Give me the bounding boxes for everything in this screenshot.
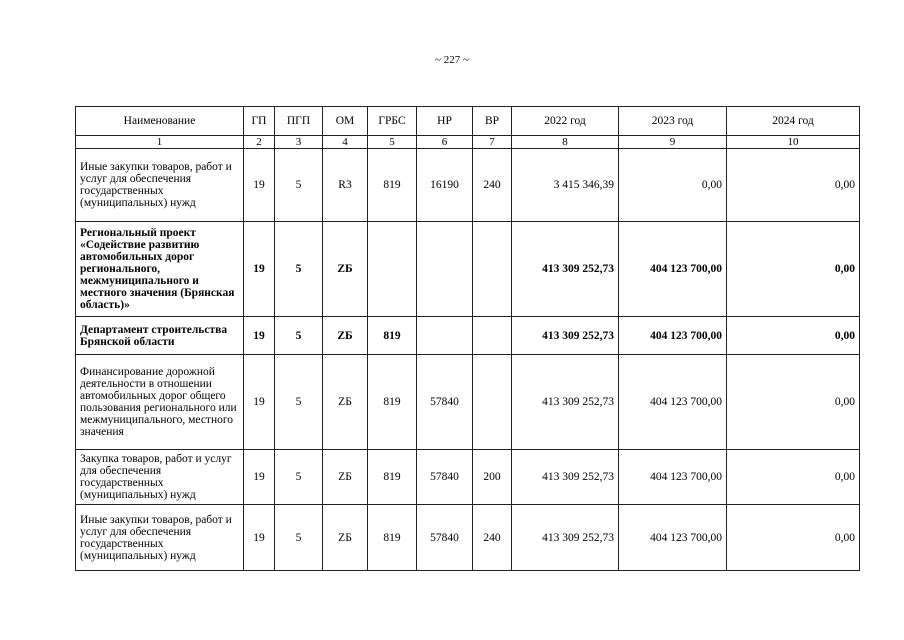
column-number: 8 [512,136,619,149]
cell-grbs: 819 [368,149,417,222]
cell-pgp: 5 [275,505,323,571]
table-row [76,450,860,505]
column-number: 7 [473,136,512,149]
cell-2023: 404 123 700,00 [619,317,727,355]
header-pgp: ПГП [275,107,323,136]
cell-2024: 0,00 [727,317,860,355]
header-om: ОМ [323,107,368,136]
table-row [76,317,860,355]
cell-2022: 413 309 252,73 [512,317,619,355]
cell-2022: 413 309 252,73 [512,450,619,505]
cell-nr: 57840 [417,355,473,450]
budget-table [75,106,860,571]
cell-nr: 16190 [417,149,473,222]
cell-gp: 19 [244,505,275,571]
cell-vr [473,317,512,355]
row-name: Региональный проект «Содействие развитию автомобильных дорог регионального, межмуниципального и местного значения (Брянская область)» [76,222,244,317]
cell-gp: 19 [244,222,275,317]
cell-grbs: 819 [368,317,417,355]
column-number: 9 [619,136,727,149]
column-number: 6 [417,136,473,149]
header-grbs: ГРБС [368,107,417,136]
column-number: 5 [368,136,417,149]
cell-om: ZБ [323,355,368,450]
table-row [76,222,860,317]
cell-2023: 404 123 700,00 [619,505,727,571]
cell-2023: 404 123 700,00 [619,355,727,450]
cell-2023: 404 123 700,00 [619,450,727,505]
cell-vr: 240 [473,149,512,222]
cell-vr: 200 [473,450,512,505]
header-2024: 2024 год [727,107,860,136]
table-row [76,149,860,222]
cell-om: ZБ [323,317,368,355]
row-name: Закупка товаров, работ и услуг для обеспечения государственных (муниципальных) нужд [76,450,244,505]
row-name: Департамент строительства Брянской области [76,317,244,355]
column-number: 1 [76,136,244,149]
cell-nr [417,222,473,317]
cell-pgp: 5 [275,222,323,317]
cell-pgp: 5 [275,450,323,505]
cell-2024: 0,00 [727,505,860,571]
cell-om: R3 [323,149,368,222]
column-number: 3 [275,136,323,149]
column-number: 4 [323,136,368,149]
header-2022: 2022 год [512,107,619,136]
header-name: Наименование [76,107,244,136]
cell-vr [473,355,512,450]
cell-2022: 3 415 346,39 [512,149,619,222]
page-number: ~ 227 ~ [435,54,469,66]
cell-vr: 240 [473,505,512,571]
row-name: Иные закупки товаров, работ и услуг для обеспечения государственных (муниципальных) нужд [76,505,244,571]
row-name: Финансирование дорожной деятельности в отношении автомобильных дорог общего пользования регионального или межмуниципального, местного значения [76,355,244,450]
cell-grbs [368,222,417,317]
cell-grbs: 819 [368,450,417,505]
cell-nr: 57840 [417,450,473,505]
table-row [76,505,860,571]
header-2023: 2023 год [619,107,727,136]
cell-gp: 19 [244,355,275,450]
cell-2024: 0,00 [727,450,860,505]
cell-2023: 0,00 [619,149,727,222]
column-number: 2 [244,136,275,149]
cell-pgp: 5 [275,317,323,355]
column-number: 10 [727,136,860,149]
header-vr: ВР [473,107,512,136]
cell-2023: 404 123 700,00 [619,222,727,317]
cell-om: ZБ [323,222,368,317]
header-nr: НР [417,107,473,136]
cell-om: ZБ [323,450,368,505]
column-number-row [76,136,860,149]
cell-grbs: 819 [368,355,417,450]
cell-om: ZБ [323,505,368,571]
cell-gp: 19 [244,317,275,355]
cell-2022: 413 309 252,73 [512,222,619,317]
cell-2022: 413 309 252,73 [512,505,619,571]
table-row [76,355,860,450]
cell-gp: 19 [244,450,275,505]
cell-pgp: 5 [275,149,323,222]
cell-pgp: 5 [275,355,323,450]
cell-2024: 0,00 [727,149,860,222]
cell-grbs: 819 [368,505,417,571]
row-name: Иные закупки товаров, работ и услуг для обеспечения государственных (муниципальных) нужд [76,149,244,222]
cell-2024: 0,00 [727,222,860,317]
cell-gp: 19 [244,149,275,222]
header-gp: ГП [244,107,275,136]
cell-2024: 0,00 [727,355,860,450]
cell-nr [417,317,473,355]
cell-vr [473,222,512,317]
header-row [76,107,860,136]
cell-2022: 413 309 252,73 [512,355,619,450]
cell-nr: 57840 [417,505,473,571]
